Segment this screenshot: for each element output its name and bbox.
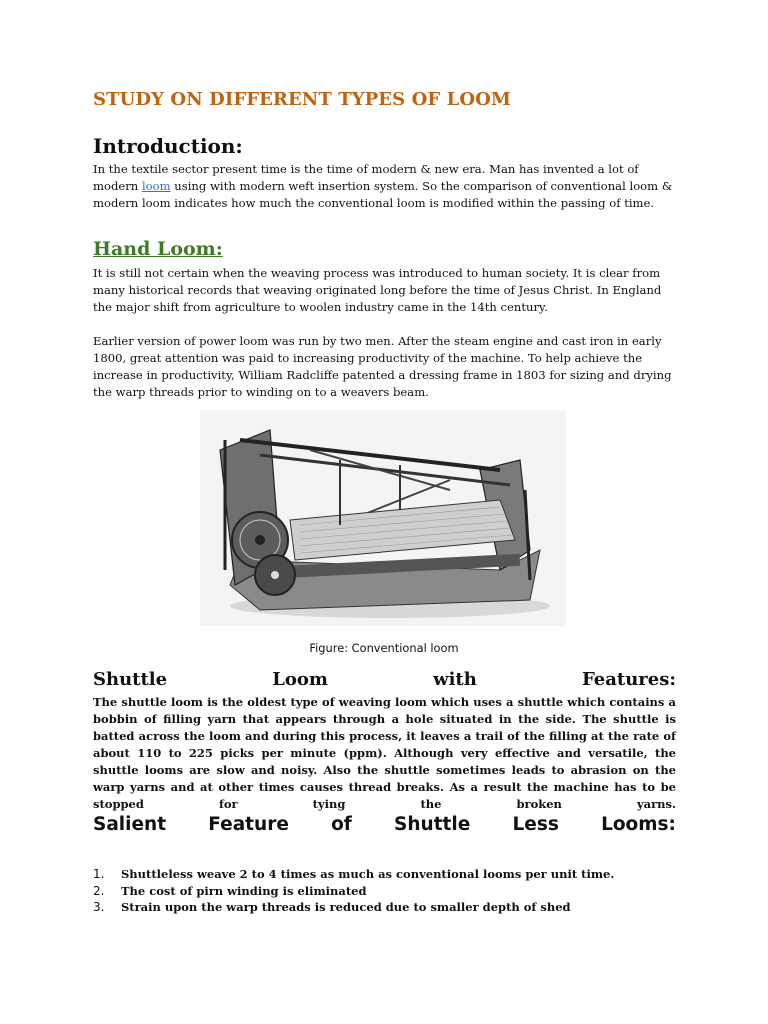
list-item-text: Strain upon the warp threads is reduced due to smaller depth of shed bbox=[121, 900, 571, 914]
introduction-paragraph bbox=[93, 161, 676, 212]
list-item-number: 1. bbox=[93, 867, 105, 881]
salient-heading-word: Shuttle bbox=[394, 814, 471, 835]
salient-heading-word: Looms: bbox=[601, 814, 676, 835]
conventional-loom-image bbox=[200, 410, 566, 626]
list-item bbox=[93, 899, 676, 916]
shuttle-heading-word: Shuttle bbox=[93, 669, 168, 690]
hand-loom-paragraph-1: It is still not certain when the weaving process was introduced to human society. It is clear from many historical records that weaving originated long before the time of Jesus Christ. In England the major shift from agriculture to woolen industry came in the 14th century. bbox=[93, 266, 662, 314]
hand-loom-heading: Hand Loom: bbox=[93, 238, 223, 260]
salient-heading-word: Feature bbox=[208, 814, 289, 835]
loom-illustration bbox=[200, 410, 566, 626]
list-item bbox=[93, 866, 676, 883]
shuttle-loom-heading bbox=[93, 669, 676, 690]
intro-text-before: In the textile sector present time is the time of modern & new era. Man has invented a lot of modern bbox=[93, 162, 639, 193]
salient-heading-word: of bbox=[331, 814, 352, 835]
list-item bbox=[93, 883, 676, 900]
document-title: STUDY ON DIFFERENT TYPES OF LOOM bbox=[93, 89, 511, 110]
list-item-number: 2. bbox=[93, 883, 105, 898]
list-item-text: Shuttleless weave 2 to 4 times as much as conventional looms per unit time. bbox=[121, 867, 615, 881]
shuttle-heading-word: Loom bbox=[272, 669, 328, 690]
salient-feature-heading bbox=[93, 814, 676, 835]
intro-text-after: using with modern weft insertion system. So the comparison of conventional loom & modern loom indicates how much the conventional loom is modified within the passing of time. bbox=[93, 179, 673, 210]
shuttle-loom-paragraph: The shuttle loom is the oldest type of weaving loom which uses a shuttle which contains a bobbin of filling yarn that appears through a hole situated in the side. The shuttle is batted across the loom and during this process, it leaves a trail of the filling at the rate of about 110 to 225 picks per minute (ppm). Although very effective and versatile, the shuttle looms are slow and noisy. Also the shuttle sometimes leads to abrasion on the warp yarns and at other times causes thread breaks. As a result the machine has to be stopped for tying the broken yarns. bbox=[93, 695, 676, 811]
introduction-heading: Introduction: bbox=[93, 134, 243, 158]
hand-loom-paragraph-2: Earlier version of power loom was run by two men. After the steam engine and cast iron in early 1800, great attention was paid to increasing productivity of the machine. To help achieve the increase in productivity, William Radcliffe patented a dressing frame in 1803 for sizing and drying the warp threads prior to winding on to a weavers beam. bbox=[93, 334, 672, 399]
shuttle-heading-word: with bbox=[433, 669, 477, 690]
salient-heading-word: Less bbox=[512, 814, 559, 835]
list-item-number: 3. bbox=[93, 900, 105, 914]
figure-caption: Figure: Conventional loom bbox=[309, 641, 459, 655]
shuttle-heading-word: Features: bbox=[581, 669, 676, 690]
salient-feature-list bbox=[93, 866, 676, 916]
salient-heading-word: Salient bbox=[93, 814, 167, 835]
loom-link[interactable]: loom bbox=[141, 179, 171, 193]
list-item-text: The cost of pirn winding is eliminated bbox=[121, 883, 367, 898]
